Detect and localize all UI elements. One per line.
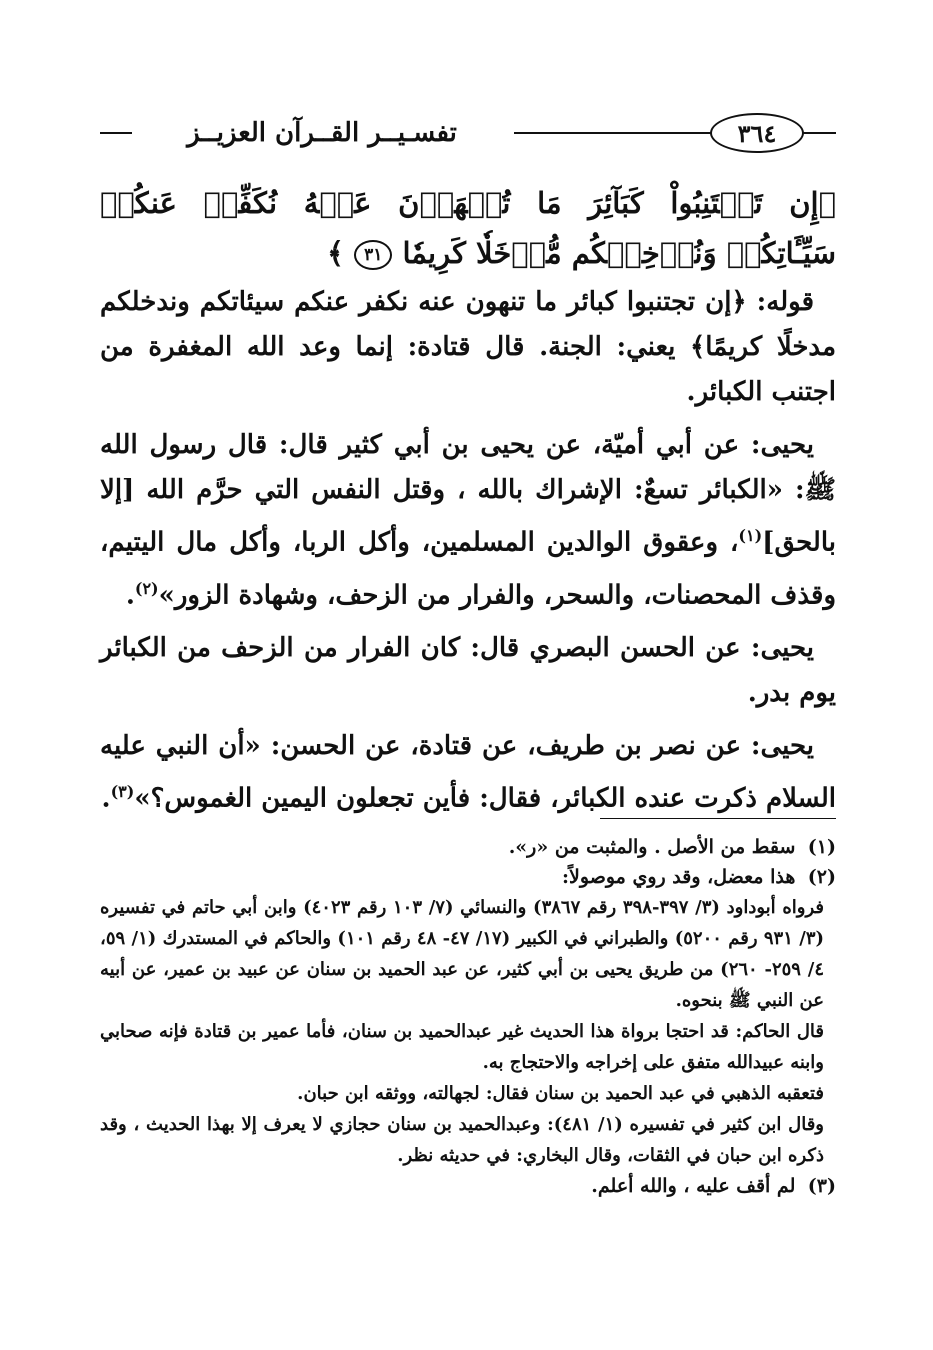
paragraph-text: ، وعقوق الوالدين المسلمين، وأكل الربا، وأكل مال اليتيم، وقذف المحصنات، والسحر، والفرار من الزحف، وشهادة الزور» [100,527,836,611]
verse-number: ٣١ [354,240,392,270]
hadith-paragraph [100,724,836,822]
footnote-1 [100,832,836,862]
running-header [100,112,836,154]
header-rule-right [802,132,836,134]
paragraph-text: يحيى: عن الحسن البصري قال: كان الفرار من الزحف من الكبائر يوم بدر. [100,633,836,709]
footnote-number: (١) [807,836,836,858]
footnote-ref: (٢) [134,578,159,598]
header-rule-left [100,132,132,134]
footnote-2-detail: قال الحاكم: قد احتجا برواة هذا الحديث غير عبدالحميد بن سنان، فأما عمير بن قتادة فإنه صحابي وابنه عبيدالله متفق على إخراجه والاحتجاج به. [100,1021,824,1073]
footnote-2 [100,862,836,892]
footnote-number: (٣) [807,1175,836,1197]
paragraph-text: يحيى: عن نصر بن طريف، عن قتادة، عن الحسن: «أن النبي عليه السلام ذكرت عنده الكبائر، فقال: فأين تجعلون اليمين الغموس؟» [100,731,836,814]
header-title: تفسـيــر القــرآن العزيــز [187,118,457,148]
footnote-separator [600,818,836,819]
hadith-paragraph [100,626,836,716]
page-number: ٣٦٤ [710,113,804,153]
footnote-ref: (٣) [110,782,135,802]
footnote-text: لم أقف عليه ، والله أعلم. [591,1175,796,1197]
commentary-paragraph [100,280,836,415]
footnote-ref: (١) [738,526,763,545]
verse-close-bracket: ﴾ [326,236,344,270]
verse-text: ﴿إِن تَجۡتَنِبُواْ كَبَآئِرَ مَا تُنۡهَوۡنَ عَنۡهُ نُكَفِّرۡ عَنكُمۡ سَيِّـَٔاتِكُمۡ وَنُدۡخِلۡكُم مُّدۡخَلٗا كَرِيمٗا [100,186,836,270]
footnote-2-detail: فرواه أبوداود (٣/ ٣٩٧-٣٩٨ رقم ٣٨٦٧) والنسائي (٧/ ١٠٣ رقم ٤٠٢٣) وابن أبي حاتم في تفسيره (٣/ ٩٣١ رقم ٥٢٠٠) والطبراني في الكبير (١٧/ ٤٧- ٤٨ رقم ١٠١) والحاكم في المستدرك (١/ ٥٩، ٤/ ٢٥٩- ٢٦٠) من طريق يحيى بن أبي كثير، عن عبد الحميد بن سنان عن عبيد بن عمير، عن أبيه عن النبي ﷺ بنحوه. [100,897,825,1011]
footnote-2-detail: وقال ابن كثير في تفسيره (١/ ٤٨١): وعبدالحميد بن سنان حجازي لا يعرف إلا بهذا الحديث ، وقد ذكره ابن حبان في الثقات، وقال البخاري: في حديثه نظر. [100,1114,824,1166]
footnote-text: سقط من الأصل . والمثبت من «ر». [508,836,796,858]
hadith-paragraph [100,423,836,618]
main-text [100,178,836,830]
paragraph-text: قوله: ﴿إن تجتنبوا كبائر ما تنهون عنه نكفر عنكم سيئاتكم وندخلكم مدخلًا كريمًا﴾ يعني: الجنة. قال قتادة: إنما وعد الله المغفرة من اجتنب الكبائر. [100,287,836,407]
paragraph-text: . [125,580,135,611]
footnote-3 [100,1171,836,1201]
footnote-2-detail: فتعقبه الذهبي في عبد الحميد بن سنان فقال: لجهالته، ووثقه ابن حبان. [297,1083,824,1104]
quran-verse [100,178,836,278]
paragraph-text: . [101,783,111,814]
footnote-number: (٢) [807,866,836,888]
footnote-text: هذا معضل، وقد روي موصولاً: [562,866,796,888]
footnotes [100,832,836,1201]
paragraph-text: يحيى: عن أبي أميّة، عن يحيى بن أبي كثير قال: قال رسول الله ﷺ: «الكبائر تسعٌ: الإشراك بالله ، وقتل النفس التي حرَّم الله [إلا بالحق] [100,430,836,558]
